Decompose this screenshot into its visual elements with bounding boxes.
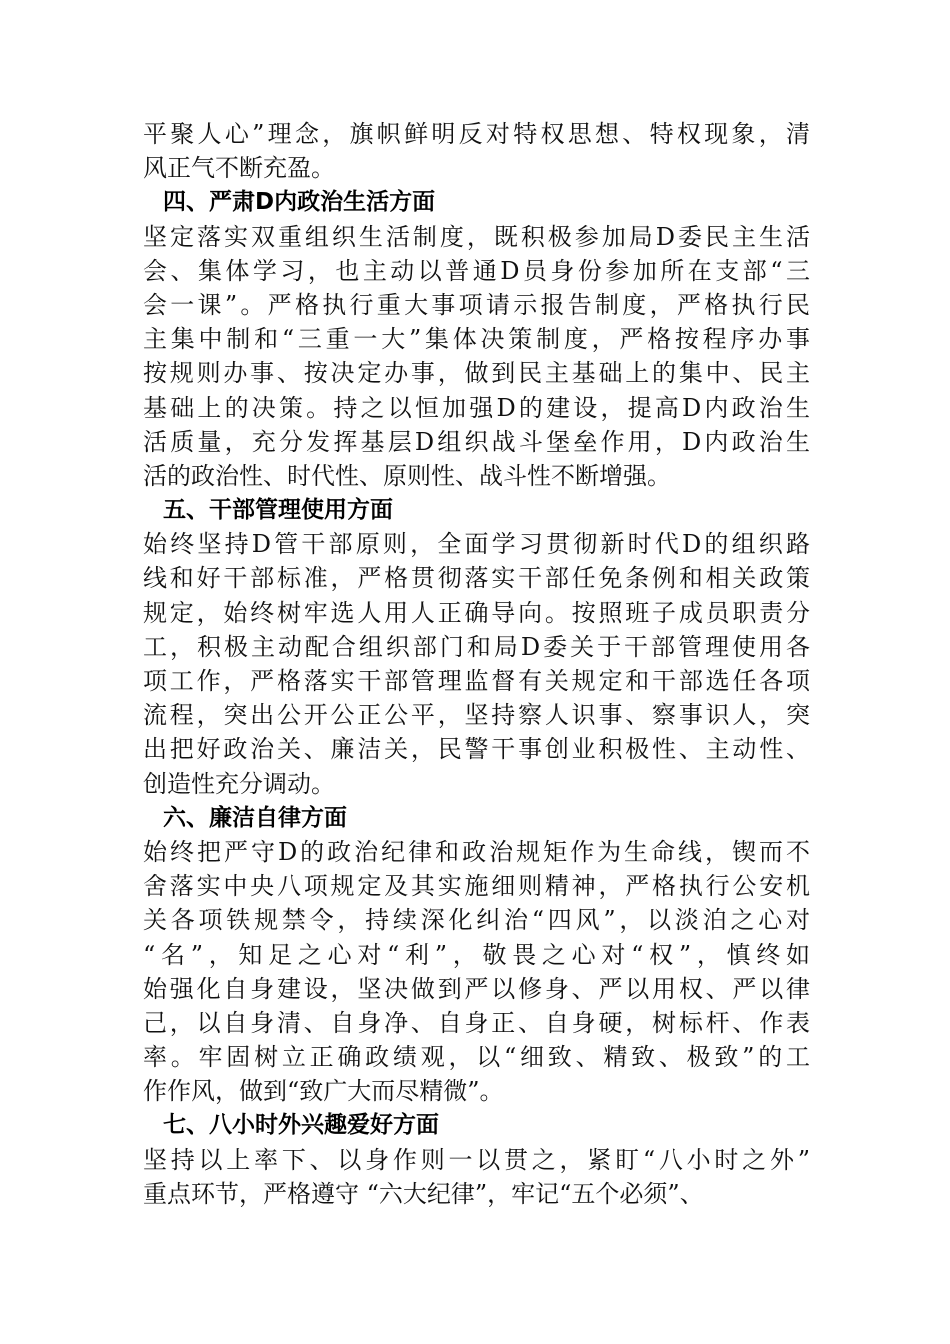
paragraph-line: 项工作，严格落实干部管理监督有关规定和干部选任各项 <box>143 667 810 695</box>
paragraph-line: 工，积极主动配合组织部门和局D委关于干部管理使用各 <box>143 632 810 661</box>
paragraph-line: 坚持以上率下、以身作则一以贯之，紧盯“八小时之外” <box>143 1145 810 1174</box>
paragraph-line: 己，以自身清、自身净、自身正、自身硬，树标杆、作表 <box>143 1008 810 1037</box>
paragraph-line: 出把好政治关、廉洁关，民警干事创业积极性、主动性、 <box>143 735 810 764</box>
paragraph-line: 流程，突出公开公正公平，坚持察人识事、察事识人，突 <box>143 701 810 730</box>
paragraph <box>143 220 810 494</box>
paragraph-line: 坚定落实双重组织生活制度，既积极参加局D委民主生活 <box>143 222 810 251</box>
paragraph-line: 按规则办事、按决定办事，做到民主基础上的集中、民主 <box>143 359 810 388</box>
paragraph-line: 活质量，充分发挥基层D组织战斗堡垒作用，D内政治生 <box>143 427 810 456</box>
paragraph-line: 主集中制和“三重一大”集体决策制度，严格按程序办事 <box>143 325 810 354</box>
paragraph-line: “名”，知足之心对“利”，敬畏之心对“权”，慎终如 <box>143 940 810 969</box>
heading-cadre-management: 五、干部管理使用方面 <box>163 497 393 524</box>
paragraph-line: 线和好干部标准，严格贯彻落实干部任免条例和相关政策 <box>143 564 810 593</box>
heading-after-hours: 七、八小时外兴趣爱好方面 <box>163 1112 439 1139</box>
paragraph-line: 基础上的决策。持之以恒加强D的建设，提高D内政治生 <box>143 393 810 422</box>
paragraph-line: 率。牢固树立正确政绩观，以“细致、精致、极致”的工 <box>143 1043 810 1072</box>
paragraph-line: 会、集体学习，也主动以普通D员身份参加所在支部“三 <box>143 256 810 285</box>
paragraph-line: 风正气不断充盈。 <box>143 154 335 183</box>
paragraph-line: 舍落实中央八项规定及其实施细则精神，严格执行公安机 <box>143 872 810 901</box>
paragraph-line: 创造性充分调动。 <box>143 769 335 798</box>
heading-party-life: 四、严肃D内政治生活方面 <box>163 189 436 216</box>
paragraph-line: 作作风，做到“致广大而尽精微”。 <box>143 1077 504 1106</box>
paragraph-line: 平聚人心”理念，旗帜鲜明反对特权思想、特权现象，清 <box>143 120 810 148</box>
paragraph <box>143 527 810 801</box>
paragraph-line: 规定，始终树牢选人用人正确导向。按照班子成员职责分 <box>143 598 810 627</box>
paragraph-line: 始终坚持D管干部原则，全面学习贯彻新时代D的组织路 <box>143 530 810 559</box>
paragraph-line: 重点环节，严格遵守 “六大纪律”，牢记“五个必须”、 <box>143 1179 704 1208</box>
paragraph <box>143 835 810 1109</box>
paragraph-line: 会一课”。严格执行重大事项请示报告制度，严格执行民 <box>143 290 810 319</box>
paragraph-line: 始强化自身建设，坚决做到严以修身、严以用权、严以律 <box>143 974 810 1003</box>
heading-integrity: 六、廉洁自律方面 <box>163 804 347 831</box>
paragraph-line: 始终把严守D的政治纪律和政治规矩作为生命线，锲而不 <box>143 837 810 866</box>
document-body <box>143 117 810 1211</box>
paragraph <box>143 1143 810 1211</box>
paragraph-line: 活的政治性、时代性、原则性、战斗性不断增强。 <box>143 461 671 490</box>
paragraph <box>143 117 810 185</box>
paragraph-line: 关各项铁规禁令，持续深化纠治“四风”，以淡泊之心对 <box>143 906 810 935</box>
